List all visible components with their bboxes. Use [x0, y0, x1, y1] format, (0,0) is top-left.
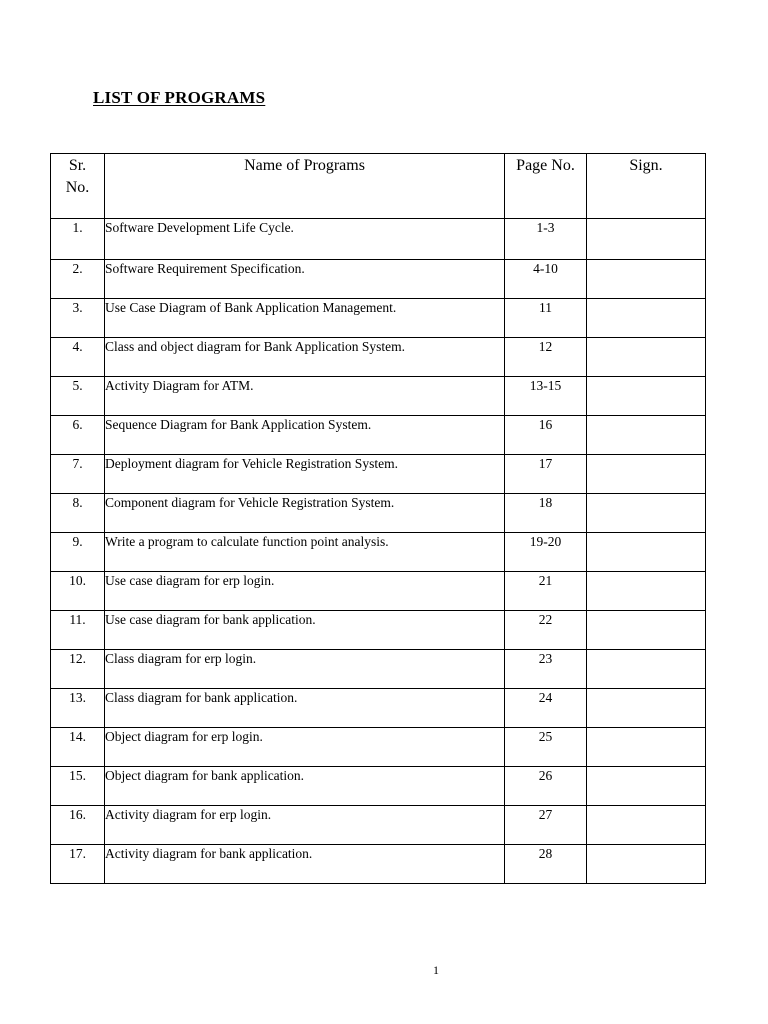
row-sr-no: 5.	[51, 377, 105, 416]
row-program-name: Write a program to calculate function point analysis.	[105, 533, 505, 572]
row-program-name: Software Development Life Cycle.	[105, 219, 505, 260]
row-sr-no: 9.	[51, 533, 105, 572]
row-page-no: 21	[505, 572, 587, 611]
row-program-name: Sequence Diagram for Bank Application System.	[105, 416, 505, 455]
row-sr-no: 14.	[51, 728, 105, 767]
header-row	[51, 154, 706, 219]
row-program-name: Software Requirement Specification.	[105, 260, 505, 299]
row-page-no: 13-15	[505, 377, 587, 416]
row-sr-no: 3.	[51, 299, 105, 338]
table-row	[51, 689, 706, 728]
header-sign: Sign.	[587, 154, 706, 219]
table-row	[51, 219, 706, 260]
row-sign	[587, 806, 706, 845]
page-title: LIST OF PROGRAMS	[93, 88, 266, 107]
row-page-no: 19-20	[505, 533, 587, 572]
row-page-no: 22	[505, 611, 587, 650]
row-sr-no: 2.	[51, 260, 105, 299]
row-program-name: Use Case Diagram of Bank Application Management.	[105, 299, 505, 338]
row-sr-no: 15.	[51, 767, 105, 806]
row-program-name: Deployment diagram for Vehicle Registration System.	[105, 455, 505, 494]
row-program-name: Activity diagram for bank application.	[105, 845, 505, 884]
row-sign	[587, 845, 706, 884]
table-row	[51, 494, 706, 533]
row-page-no: 23	[505, 650, 587, 689]
row-page-no: 25	[505, 728, 587, 767]
row-sign	[587, 650, 706, 689]
row-page-no: 11	[505, 299, 587, 338]
header-sr-line2: No.	[65, 179, 90, 196]
row-sign	[587, 494, 706, 533]
table-row	[51, 728, 706, 767]
row-sign	[587, 455, 706, 494]
table-header	[51, 154, 706, 219]
row-sign	[587, 533, 706, 572]
table-row	[51, 338, 706, 377]
row-page-no: 17	[505, 455, 587, 494]
row-sr-no: 11.	[51, 611, 105, 650]
header-page-no: Page No.	[505, 154, 587, 219]
row-sign	[587, 299, 706, 338]
row-page-no: 28	[505, 845, 587, 884]
row-program-name: Activity Diagram for ATM.	[105, 377, 505, 416]
table-row	[51, 377, 706, 416]
programs-table	[50, 153, 706, 884]
row-page-no: 4-10	[505, 260, 587, 299]
row-program-name: Object diagram for erp login.	[105, 728, 505, 767]
row-sr-no: 17.	[51, 845, 105, 884]
row-sign	[587, 767, 706, 806]
header-sr-no	[51, 154, 105, 219]
row-program-name: Object diagram for bank application.	[105, 767, 505, 806]
row-page-no: 18	[505, 494, 587, 533]
row-sr-no: 1.	[51, 219, 105, 260]
header-name-of-programs: Name of Programs	[105, 154, 505, 219]
row-sr-no: 7.	[51, 455, 105, 494]
row-program-name: Class and object diagram for Bank Application System.	[105, 338, 505, 377]
row-sign	[587, 260, 706, 299]
table-row	[51, 611, 706, 650]
table-row	[51, 416, 706, 455]
table-row	[51, 299, 706, 338]
row-sign	[587, 416, 706, 455]
page-number: 1	[433, 963, 439, 977]
row-program-name: Use case diagram for erp login.	[105, 572, 505, 611]
row-sign	[587, 219, 706, 260]
table-body	[51, 219, 706, 884]
row-page-no: 16	[505, 416, 587, 455]
table-row	[51, 260, 706, 299]
row-sr-no: 16.	[51, 806, 105, 845]
table-row	[51, 806, 706, 845]
row-program-name: Class diagram for erp login.	[105, 650, 505, 689]
table-row	[51, 572, 706, 611]
table-row	[51, 767, 706, 806]
row-page-no: 27	[505, 806, 587, 845]
row-sign	[587, 572, 706, 611]
row-sr-no: 13.	[51, 689, 105, 728]
row-sr-no: 8.	[51, 494, 105, 533]
row-page-no: 24	[505, 689, 587, 728]
row-sign	[587, 338, 706, 377]
row-page-no: 12	[505, 338, 587, 377]
row-sr-no: 6.	[51, 416, 105, 455]
header-sr-line1: Sr.	[68, 157, 87, 174]
table-row	[51, 455, 706, 494]
row-sign	[587, 377, 706, 416]
row-program-name: Component diagram for Vehicle Registration System.	[105, 494, 505, 533]
row-program-name: Use case diagram for bank application.	[105, 611, 505, 650]
table-row	[51, 845, 706, 884]
table-row	[51, 533, 706, 572]
row-sign	[587, 689, 706, 728]
row-sr-no: 4.	[51, 338, 105, 377]
table-row	[51, 650, 706, 689]
row-sign	[587, 728, 706, 767]
row-sr-no: 10.	[51, 572, 105, 611]
row-sign	[587, 611, 706, 650]
row-page-no: 26	[505, 767, 587, 806]
row-sr-no: 12.	[51, 650, 105, 689]
row-page-no: 1-3	[505, 219, 587, 260]
row-program-name: Activity diagram for erp login.	[105, 806, 505, 845]
row-program-name: Class diagram for bank application.	[105, 689, 505, 728]
